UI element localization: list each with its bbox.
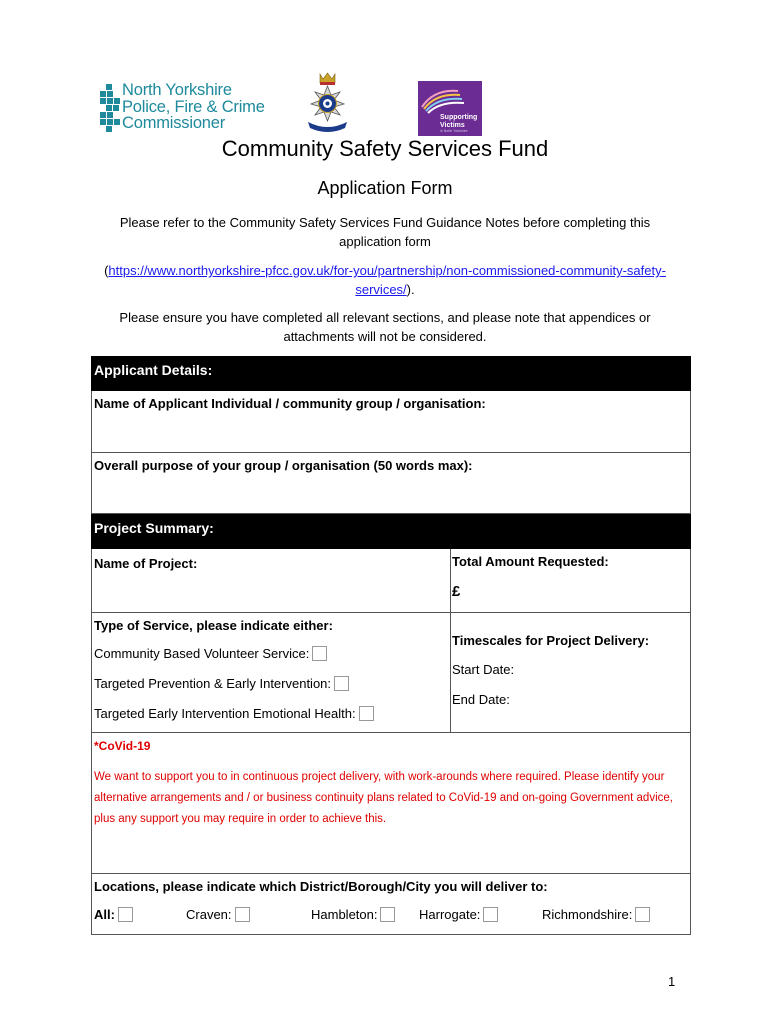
locations-label: Locations, please indicate which District/Borough/City you will deliver to: (94, 879, 548, 894)
guidance-link[interactable]: https://www.northyorkshire-pfcc.gov.uk/for-you/partnership/non-commissioned-community-safety-services/ (108, 263, 666, 297)
project-name-label: Name of Project: (94, 556, 198, 571)
location-all-checkbox[interactable] (118, 907, 133, 922)
applicant-details-header: Applicant Details: (91, 356, 691, 391)
location-hambleton (311, 907, 395, 922)
document-title: Community Safety Services Fund (221, 136, 549, 161)
end-date-label[interactable]: End Date: (452, 692, 510, 707)
document-subtitle: Application Form (317, 178, 453, 198)
nypfcc-logo-text (122, 82, 265, 132)
covid-heading: *CoVid-19 (94, 739, 151, 753)
applicant-name-label: Name of Applicant Individual / community group / organisation: (94, 396, 486, 411)
nypfcc-grid-icon (100, 84, 120, 134)
supporting-victims-text (440, 114, 477, 129)
service-option-3-checkbox[interactable] (359, 706, 374, 721)
logo-line-1: North Yorkshire (122, 81, 232, 99)
covid-text: We want to support you to in continuous project delivery, with work-arounds where required. Please identify your alternative arrangements and / or business continuity plans related to CoVid-19 and on-going Government advice, plus any support you may require in order to achieve this. (94, 771, 673, 825)
start-date-label[interactable]: Start Date: (452, 662, 515, 677)
application-form-table (91, 356, 691, 935)
service-option-2-checkbox[interactable] (334, 676, 349, 691)
service-option-1-label: Community Based Volunteer Service: (94, 646, 310, 661)
guidance-link-paragraph (90, 262, 680, 299)
service-option-2 (94, 676, 349, 691)
sv-subline: in North Yorkshire (440, 129, 468, 133)
link-close-paren: ). (406, 281, 415, 297)
service-option-3-label: Targeted Early Intervention Emotional Health: (94, 706, 356, 721)
location-craven (186, 907, 250, 922)
service-option-1-checkbox[interactable] (312, 646, 327, 661)
applicant-name-field[interactable] (91, 391, 691, 453)
logo-line-2: Police, Fire & Crime (122, 97, 265, 116)
location-harrogate-checkbox[interactable] (483, 907, 498, 922)
supporting-victims-logo (418, 81, 482, 136)
project-row (91, 549, 691, 613)
service-row (91, 613, 691, 733)
location-richmondshire-checkbox[interactable] (635, 907, 650, 922)
location-hambleton-checkbox[interactable] (380, 907, 395, 922)
note-paragraph: Please ensure you have completed all relevant sections, and please note that appendices or attachments will not be considered. (119, 310, 651, 344)
location-all-label: All: (94, 907, 115, 922)
location-richmondshire (542, 907, 650, 922)
logo-line-3: Commissioner (122, 114, 226, 132)
nypfcc-logo (100, 82, 272, 134)
service-type-label: Type of Service, please indicate either: (94, 618, 333, 633)
service-option-1 (94, 646, 327, 661)
amount-label: Total Amount Requested: (452, 554, 609, 569)
purpose-field[interactable] (91, 453, 691, 514)
location-hambleton-label: Hambleton: (311, 907, 378, 922)
locations-row (91, 874, 691, 935)
link-open-paren: ( (104, 263, 109, 278)
column-divider (450, 549, 451, 612)
project-summary-header: Project Summary: (91, 514, 691, 549)
location-harrogate-label: Harrogate: (419, 907, 481, 922)
service-option-3 (94, 706, 374, 721)
purpose-label: Overall purpose of your group / organisation (50 words max): (94, 458, 473, 473)
location-craven-label: Craven: (186, 907, 232, 922)
location-craven-checkbox[interactable] (235, 907, 250, 922)
amount-currency: £ (452, 583, 461, 600)
service-option-2-label: Targeted Prevention & Early Intervention: (94, 676, 332, 691)
location-richmondshire-label: Richmondshire: (542, 907, 633, 922)
police-crest-icon (300, 70, 355, 136)
timescales-label: Timescales for Project Delivery: (452, 633, 650, 648)
column-divider (450, 613, 451, 732)
page-number: 1 (668, 974, 676, 989)
intro-paragraph: Please refer to the Community Safety Services Fund Guidance Notes before completing this application form (119, 215, 651, 249)
sv-line-2: Victims (440, 121, 465, 129)
sv-line-1: Supporting (440, 114, 478, 121)
location-all (94, 907, 133, 922)
location-harrogate (419, 907, 498, 922)
covid-row[interactable] (91, 733, 691, 874)
